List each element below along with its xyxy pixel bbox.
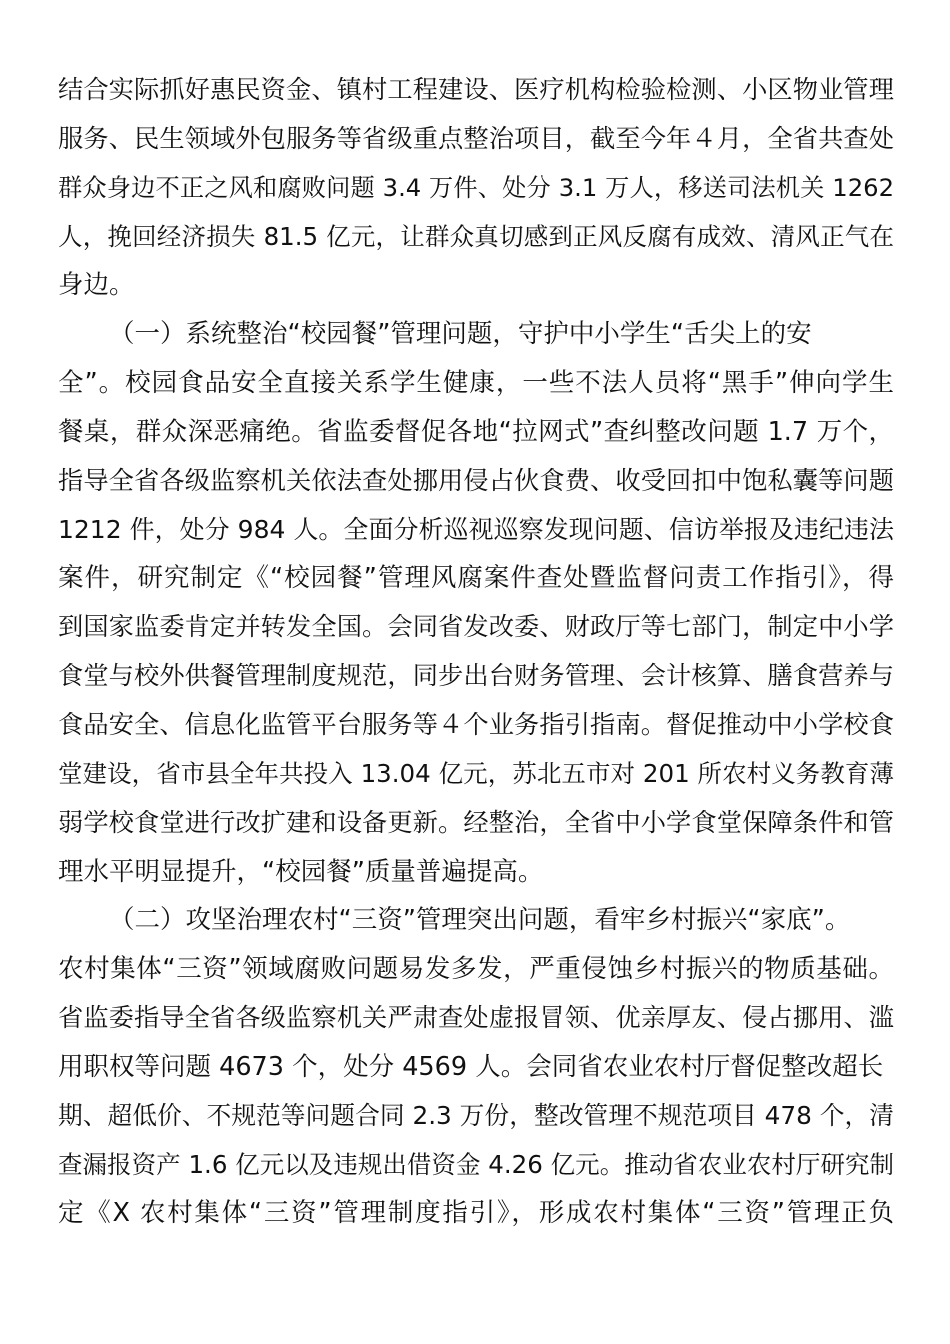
section-heading-2: （二）攻坚治理农村“三资”管理突出问题，看牢乡村振兴“家底”。 bbox=[109, 905, 851, 936]
text-line-23: 查漏报资产 1.6 亿元以及违规出借资金 4.26 亿元。推动省农业农村厅研究制 bbox=[58, 1149, 894, 1179]
text-line-21: 用职权等问题 4673 个，处分 4569 人。会同省农业农村厅督促整改超长 bbox=[58, 1051, 884, 1082]
text-line-19: 农村集体“三资”领域腐败问题易发多发，严重侵蚀乡村振兴的物质基础。 bbox=[58, 954, 894, 985]
text-line-16: 弱学校食堂进行改扩建和设备更新。经整治，全省中小学食堂保障条件和管 bbox=[58, 807, 894, 837]
text-line-11: 案件，研究制定《“校园餐”管理风腐案件查处暨监督问责工作指引》，得 bbox=[58, 563, 894, 594]
section-heading-1: （一）系统整治“校园餐”管理问题，守护中小学生“舌尖上的安 bbox=[109, 319, 812, 350]
text-line-7: 全”。校园食品安全直接关系学生健康，一些不法人员将“黑手”伸向学生 bbox=[58, 368, 894, 399]
text-line-20: 省监委指导全省各级监察机关严肃查处虚报冒领、优亲厚友、侵占挪用、滥 bbox=[58, 1003, 894, 1033]
text-line-1: 结合实际抓好惠民资金、镇村工程建设、医疗机构检验检测、小区物业管理 bbox=[58, 75, 894, 104]
text-line-24: 定《X 农村集体“三资”管理制度指引》，形成农村集体“三资”管理正负 bbox=[58, 1198, 894, 1229]
text-line-15: 堂建设，省市县全年共投入 13.04 亿元，苏北五市对 201 所农村义务教育薄 bbox=[58, 758, 894, 788]
text-line-9: 指导全省各级监察机关依法查处挪用侵占伙食费、收受回扣中饱私囊等问题 bbox=[58, 465, 894, 495]
text-line-10: 1212 件，处分 984 人。全面分析巡视巡察发现问题、信访举报及违纪违法 bbox=[58, 514, 894, 544]
text-line-14: 食品安全、信息化监管平台服务等４个业务指引指南。督促推动中小学校食 bbox=[58, 709, 894, 739]
text-line-17: 理水平明显提升，“校园餐”质量普遍提高。 bbox=[58, 856, 544, 887]
document-body bbox=[58, 66, 894, 1238]
text-line-13: 食堂与校外供餐管理制度规范，同步出台财务管理、会计核算、膳食营养与 bbox=[58, 661, 894, 691]
text-line-4: 人，挽回经济损失 81.5 亿元，让群众真切感到正风反腐有成效、清风正气在 bbox=[58, 221, 894, 251]
text-line-8: 餐桌，群众深恶痛绝。省监委督促各地“拉网式”查纠整改问题 1.7 万个， bbox=[58, 416, 894, 447]
text-line-2: 服务、民生领域外包服务等省级重点整治项目，截至今年４月，全省共查处 bbox=[58, 123, 894, 153]
text-line-3: 群众身边不正之风和腐败问题 3.4 万件、处分 3.1 万人，移送司法机关 1262 bbox=[58, 172, 894, 202]
text-line-5: 身边。 bbox=[58, 270, 135, 301]
text-line-12: 到国家监委肯定并转发全国。会同省发改委、财政厅等七部门，制定中小学 bbox=[58, 612, 894, 642]
text-line-22: 期、超低价、不规范等问题合同 2.3 万份，整改管理不规范项目 478 个，清 bbox=[58, 1100, 894, 1130]
